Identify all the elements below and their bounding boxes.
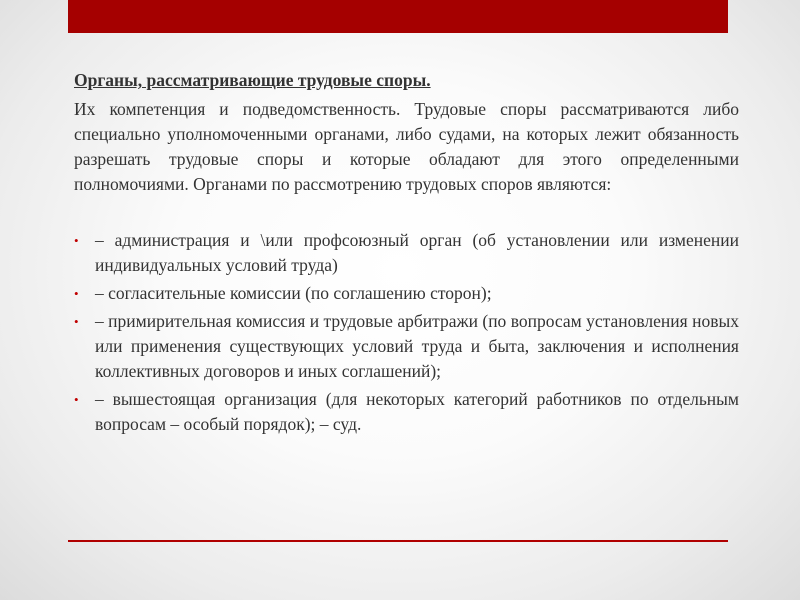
list-item [74, 387, 739, 437]
list-item [74, 281, 739, 306]
slide-heading: Органы, рассматривающие трудовые споры. [74, 70, 431, 90]
list-item-text: – примирительная комиссия и трудовые арбитражи (по вопросам установления новых или применения существующих условий труда и быта, заключения и исполнения коллективных договоров и иных соглашений); [95, 311, 739, 381]
list-item [74, 228, 739, 278]
list-item [74, 309, 739, 384]
bullet-list [74, 228, 739, 437]
bullet-icon: • [74, 392, 79, 407]
list-item-text: – вышестоящая организация (для некоторых категорий работников по отдельным вопросам – особый порядок); – суд. [95, 389, 739, 434]
bullet-icon: • [74, 286, 79, 301]
top-accent-bar [68, 0, 728, 33]
bullet-icon: • [74, 233, 79, 248]
intro-paragraph: Их компетенция и подведомственность. Трудовые споры рассматриваются либо специально уполномоченными органами, либо судами, на которых лежит обязанность разрешать трудовые споры и которые обладают для этого определенными полномочиями. Органами по рассмотрению трудовых споров являются: [74, 99, 739, 194]
bottom-divider [68, 540, 728, 542]
list-item-text: – администрация и \или профсоюзный орган (об установлении или изменении индивидуальных условий труда) [95, 230, 739, 275]
slide-content [74, 68, 739, 440]
list-item-text: – согласительные комиссии (по соглашению сторон); [95, 283, 492, 303]
bullet-icon: • [74, 314, 79, 329]
